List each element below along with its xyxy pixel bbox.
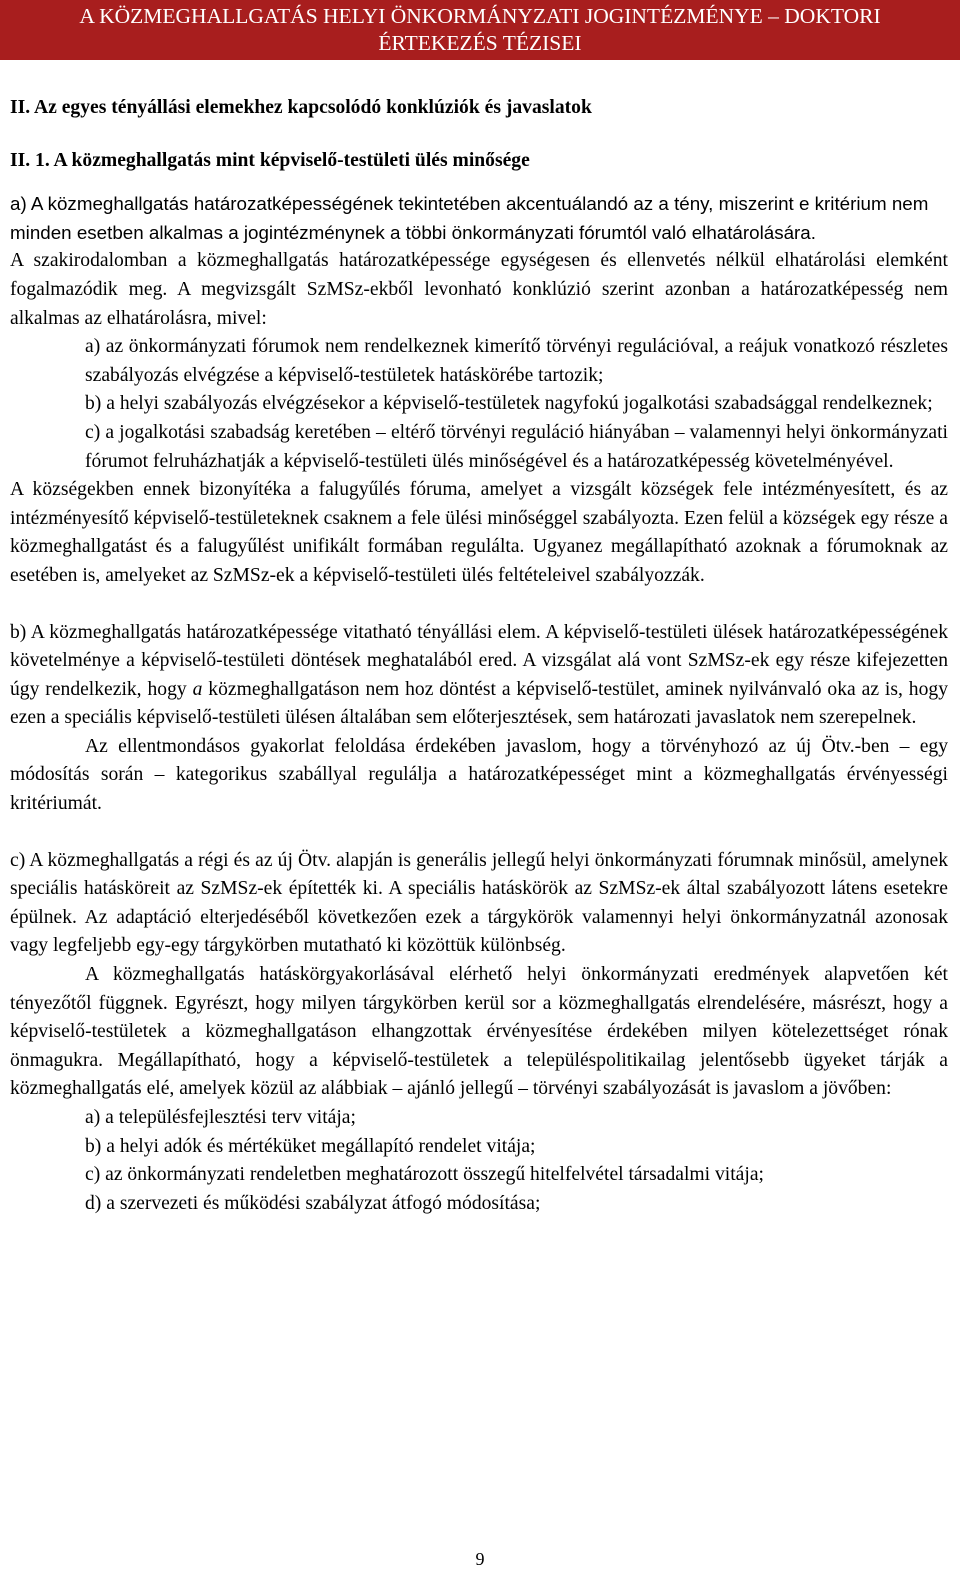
- header-line-2: ÉRTEKEZÉS TÉZISEI: [378, 31, 582, 55]
- paragraph-a-intro: [10, 190, 948, 247]
- list-item: a) a településfejlesztési terv vitája;: [85, 1107, 356, 1128]
- page-number: 9: [475, 1549, 485, 1569]
- paragraph-gap: [10, 591, 948, 619]
- section-title: II. Az egyes tényállási elemekhez kapcsolódó konklúziók és javaslatok: [10, 97, 592, 118]
- subsection-title: II. 1. A közmeghallgatás mint képviselő-testületi ülés minősége: [10, 149, 530, 171]
- paragraph-a2: A szakirodalomban a közmeghallgatás határozatképessége egységesen és ellenvetés nélkül elhatárolási elemként fogalmazódik meg. A megvizsgált SzMSz-ekből levonható konklúzió szerint azonban a határozatképesség nem alkalmas az elhatárolásra, mivel:: [10, 250, 948, 329]
- paragraph-c2: A közmeghallgatás hatáskörgyakorlásával elérhető helyi önkormányzati eredmények alapvetően két tényezőtől függnek. Egyrészt, hogy milyen tárgykörben kerül sor a közmeghallgatás elrendelésére, másrészt, hogy a képviselő-testületek a közmeghallgatáson elhangzottak érvényesítése érdekében milyen kötelezettséget rónak önmagukra. Megállapítható, hogy a képviselő-testületek a településpolitikailag jelentősebb ügyeket tárják a közmeghallgatás elé, amelyek közül az alábbiak – ajánló jellegű – törvényi szabályozását is javaslom a jövőben:: [10, 964, 948, 1100]
- list-item: b) a helyi adók és mértéküket megállapító rendelet vitája;: [85, 1135, 536, 1157]
- paragraph-a1: a) A közmeghallgatás határozatképességének tekintetében akcentuálandó az a tény, miszerint e kritérium nem minden esetben alkalmas a jogintézménynek a többi önkormányzati fórumtól való elhatárolására.: [10, 193, 929, 243]
- page-content: [10, 94, 948, 1218]
- list-item: a) az önkormányzati fórumok nem rendelkeznek kimerítő törvényi regulációval, a reájuk vonatkozó részletes szabályozás elvégzése a képviselő-testületek hatáskörébe tartozik;: [85, 336, 948, 386]
- paragraph-b1: [10, 619, 948, 733]
- paragraph-c1: c) A közmeghallgatás a régi és az új Ötv. alapján is generális jellegű helyi önkormányzati fórumnak minősül, amelynek speciális hatásköreit az SzMSz-ek építették ki. A speciális hatáskörök az SzMSz-ek által szabályozott látens esetekre épülnek. Az adaptáció elterjedéséből következően ezek a tárgykörök valamennyi helyi önkormányzatnál azonosak vagy legfeljebb egy-egy tárgykörben mutatható ki közöttük különbség.: [10, 849, 948, 957]
- paragraph-b1-end: közmeghallgatáson nem hoz döntést a képviselő-testület, aminek nyilvánvaló oka az is, hogy ezen a speciális képviselő-testületi ülésen általában sem előterjesztések, sem határozati javaslatok nem szerepelnek.: [10, 678, 948, 729]
- paragraph-a3: A községekben ennek bizonyítéka a falugyűlés fóruma, amelyet a vizsgált községek fele intézményesített, és az intézményesítő képviselő-testületeknek csaknem a fele ülési minőséggel szabályozta. Ezen felül a községek egy része a közmeghallgatást és a falugyűlést unifikált formában regulálta. Ugyanez megállapítható azoknak a fórumoknak az esetében is, amelyeket az SzMSz-ek a képviselő-testületi ülés feltételeivel szabályozzák.: [10, 479, 948, 586]
- paragraph-b1-start: b) A közmeghallgatás határozatképessége vitatható tényállási elem. A képviselő-testületi ülések határozatképességének követelménye a képviselő-testületi döntések meghatalából ered. A vizsgálat alá vont SzMSz-ek egy része kifejezetten úgy rendelkezik, hogy: [10, 621, 948, 700]
- list-a: [10, 333, 948, 476]
- list-item: d) a szervezeti és működési szabályzat átfogó módosítása;: [85, 1192, 541, 1214]
- list-c: [10, 1104, 948, 1218]
- list-item: c) az önkormányzati rendeletben meghatározott összegű hitelfelvétel társadalmi vitája;: [85, 1164, 764, 1186]
- list-item: b) a helyi szabályozás elvégzésekor a képviselő-testületek nagyfokú jogalkotási szabadsággal rendelkeznek;: [85, 393, 933, 415]
- running-header: [0, 0, 960, 60]
- paragraph-b2: Az ellentmondásos gyakorlat feloldása érdekében javaslom, hogy a törvényhozó az új Ötv.-ben – egy módosítás során – kategorikus szabállyal regulálja a határozatképességet mint a közmeghallgatás érvényességi kritériumát.: [10, 735, 948, 815]
- paragraph-b1-emphasis: a: [192, 678, 203, 700]
- paragraph-gap: [10, 819, 948, 847]
- header-line-1: A KÖZMEGHALLGATÁS HELYI ÖNKORMÁNYZATI JOGINTÉZMÉNYE – DOKTORI: [79, 4, 881, 28]
- list-item: c) a jogalkotási szabadság keretében – eltérő törvényi reguláció hiányában – valamennyi helyi önkormányzati fórumot felruházhatják a képviselő-testületi ülés minőségével és a határozatképesség követelményével.: [85, 421, 948, 472]
